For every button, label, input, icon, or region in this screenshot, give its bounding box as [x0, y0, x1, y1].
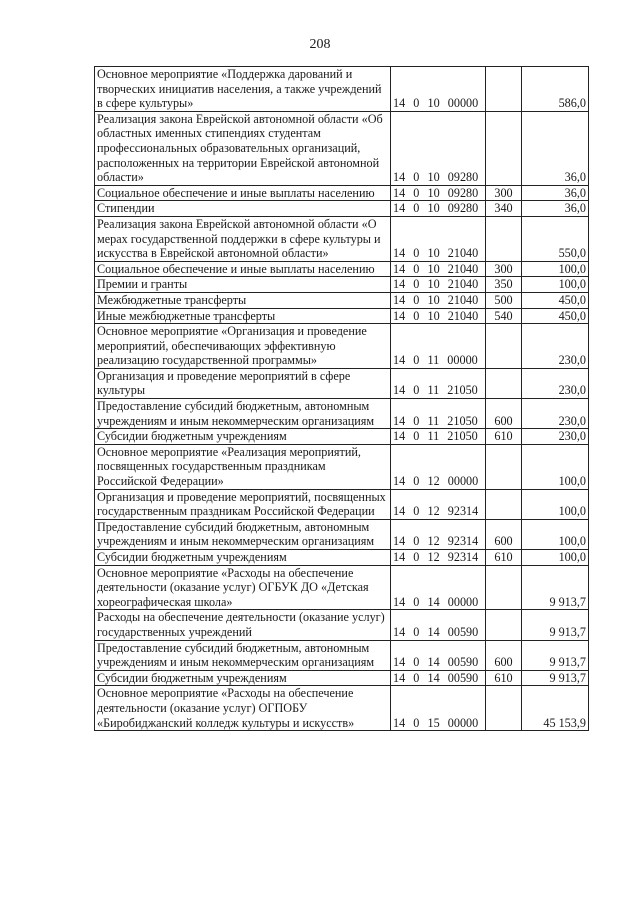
row-expense-type-cell — [486, 444, 522, 489]
row-expense-type-cell: 300 — [486, 185, 522, 201]
row-name-cell: Организация и проведение мероприятий, посвященных государственным праздникам Российской Федерации — [95, 489, 391, 519]
row-expense-type-cell: 610 — [486, 670, 522, 686]
row-code-cell: 14 0 10 09280 — [391, 111, 486, 185]
row-name-cell: Субсидии бюджетным учреждениям — [95, 429, 391, 445]
table-row — [95, 670, 589, 686]
row-expense-type-cell: 600 — [486, 519, 522, 549]
row-amount-cell: 100,0 — [522, 444, 589, 489]
table-row — [95, 550, 589, 566]
table-row — [95, 489, 589, 519]
row-amount-cell: 230,0 — [522, 324, 589, 369]
row-code-cell: 14 0 12 92314 — [391, 550, 486, 566]
row-name-cell: Субсидии бюджетным учреждениям — [95, 670, 391, 686]
row-code-cell: 14 0 11 21050 — [391, 399, 486, 429]
row-code-cell: 14 0 14 00000 — [391, 565, 486, 610]
row-name-cell: Предоставление субсидий бюджетным, автономным учреждениям и иным некоммерческим организациям — [95, 640, 391, 670]
row-name-cell: Расходы на обеспечение деятельности (оказание услуг) государственных учреждений — [95, 610, 391, 640]
row-name-cell: Стипендии — [95, 201, 391, 217]
row-amount-cell: 36,0 — [522, 185, 589, 201]
row-amount-cell: 550,0 — [522, 216, 589, 261]
row-name-cell: Реализация закона Еврейской автономной области «О мерах государственной поддержки в сфере культуры и искусства в Еврейской автономной области» — [95, 216, 391, 261]
row-expense-type-cell — [486, 324, 522, 369]
row-expense-type-cell — [486, 610, 522, 640]
table-row — [95, 261, 589, 277]
row-code-cell: 14 0 11 21050 — [391, 429, 486, 445]
row-name-cell: Основное мероприятие «Расходы на обеспечение деятельности (оказание услуг) ОГБУК ДО «Детская хореографическая школа» — [95, 565, 391, 610]
row-expense-type-cell: 350 — [486, 277, 522, 293]
row-code-cell: 14 0 10 21040 — [391, 261, 486, 277]
table-row — [95, 201, 589, 217]
row-expense-type-cell — [486, 368, 522, 398]
table-row — [95, 610, 589, 640]
row-name-cell: Предоставление субсидий бюджетным, автономным учреждениям и иным некоммерческим организациям — [95, 399, 391, 429]
table-row — [95, 640, 589, 670]
row-amount-cell: 100,0 — [522, 519, 589, 549]
row-amount-cell: 9 913,7 — [522, 565, 589, 610]
row-name-cell: Организация и проведение мероприятий в сфере культуры — [95, 368, 391, 398]
row-amount-cell: 36,0 — [522, 111, 589, 185]
row-amount-cell: 100,0 — [522, 261, 589, 277]
row-name-cell: Основное мероприятие «Реализация мероприятий, посвященных государственным праздникам Российской Федерации» — [95, 444, 391, 489]
row-name-cell: Основное мероприятие «Поддержка дарований и творческих инициатив населения, а также учреждений в сфере культуры» — [95, 67, 391, 112]
row-expense-type-cell: 610 — [486, 550, 522, 566]
row-name-cell: Иные межбюджетные трансферты — [95, 308, 391, 324]
table-row — [95, 399, 589, 429]
row-code-cell: 14 0 12 92314 — [391, 489, 486, 519]
row-code-cell: 14 0 10 09280 — [391, 185, 486, 201]
row-amount-cell: 450,0 — [522, 308, 589, 324]
table-row — [95, 368, 589, 398]
row-name-cell: Реализация закона Еврейской автономной области «Об областных именных стипендиях студентам профессиональных образовательных организаций, расположенных на территории Еврейской автономной области» — [95, 111, 391, 185]
row-amount-cell: 9 913,7 — [522, 670, 589, 686]
row-expense-type-cell: 300 — [486, 261, 522, 277]
table-row — [95, 519, 589, 549]
row-amount-cell: 230,0 — [522, 399, 589, 429]
table-row — [95, 565, 589, 610]
row-code-cell: 14 0 12 00000 — [391, 444, 486, 489]
row-name-cell: Премии и гранты — [95, 277, 391, 293]
table-row — [95, 216, 589, 261]
table-row — [95, 686, 589, 731]
row-expense-type-cell — [486, 565, 522, 610]
row-expense-type-cell: 600 — [486, 640, 522, 670]
row-expense-type-cell: 500 — [486, 292, 522, 308]
row-code-cell: 14 0 14 00590 — [391, 670, 486, 686]
table-row — [95, 277, 589, 293]
budget-table — [94, 66, 589, 731]
row-amount-cell: 45 153,9 — [522, 686, 589, 731]
row-code-cell: 14 0 14 00590 — [391, 610, 486, 640]
table-row — [95, 429, 589, 445]
row-code-cell: 14 0 10 09280 — [391, 201, 486, 217]
row-amount-cell: 36,0 — [522, 201, 589, 217]
row-code-cell: 14 0 11 00000 — [391, 324, 486, 369]
row-amount-cell: 230,0 — [522, 368, 589, 398]
row-expense-type-cell — [486, 686, 522, 731]
row-code-cell: 14 0 10 21040 — [391, 292, 486, 308]
row-expense-type-cell — [486, 216, 522, 261]
row-name-cell: Межбюджетные трансферты — [95, 292, 391, 308]
row-code-cell: 14 0 10 21040 — [391, 308, 486, 324]
row-expense-type-cell — [486, 489, 522, 519]
table-row — [95, 185, 589, 201]
row-amount-cell: 100,0 — [522, 489, 589, 519]
row-name-cell: Предоставление субсидий бюджетным, автономным учреждениям и иным некоммерческим организациям — [95, 519, 391, 549]
row-amount-cell: 450,0 — [522, 292, 589, 308]
row-name-cell: Субсидии бюджетным учреждениям — [95, 550, 391, 566]
table-row — [95, 111, 589, 185]
row-amount-cell: 9 913,7 — [522, 640, 589, 670]
row-expense-type-cell: 340 — [486, 201, 522, 217]
row-amount-cell: 230,0 — [522, 429, 589, 445]
table-row — [95, 292, 589, 308]
row-name-cell: Основное мероприятие «Расходы на обеспечение деятельности (оказание услуг) ОГПОБУ «Биробиджанский колледж культуры и искусств» — [95, 686, 391, 731]
row-code-cell: 14 0 10 21040 — [391, 216, 486, 261]
table-row — [95, 444, 589, 489]
row-expense-type-cell — [486, 111, 522, 185]
row-code-cell: 14 0 14 00590 — [391, 640, 486, 670]
row-amount-cell: 586,0 — [522, 67, 589, 112]
row-name-cell: Социальное обеспечение и иные выплаты населению — [95, 261, 391, 277]
row-expense-type-cell — [486, 67, 522, 112]
row-name-cell: Основное мероприятие «Организация и проведение мероприятий, обеспечивающих эффективную реализацию государственной программы» — [95, 324, 391, 369]
row-expense-type-cell: 600 — [486, 399, 522, 429]
page-number: 208 — [309, 37, 331, 52]
row-amount-cell: 9 913,7 — [522, 610, 589, 640]
table-row — [95, 308, 589, 324]
row-code-cell: 14 0 10 21040 — [391, 277, 486, 293]
row-name-cell: Социальное обеспечение и иные выплаты населению — [95, 185, 391, 201]
row-expense-type-cell: 540 — [486, 308, 522, 324]
row-expense-type-cell: 610 — [486, 429, 522, 445]
row-amount-cell: 100,0 — [522, 550, 589, 566]
row-code-cell: 14 0 12 92314 — [391, 519, 486, 549]
table-row — [95, 67, 589, 112]
table-row — [95, 324, 589, 369]
row-code-cell: 14 0 10 00000 — [391, 67, 486, 112]
row-amount-cell: 100,0 — [522, 277, 589, 293]
row-code-cell: 14 0 15 00000 — [391, 686, 486, 731]
row-code-cell: 14 0 11 21050 — [391, 368, 486, 398]
budget-table-body — [95, 67, 589, 731]
